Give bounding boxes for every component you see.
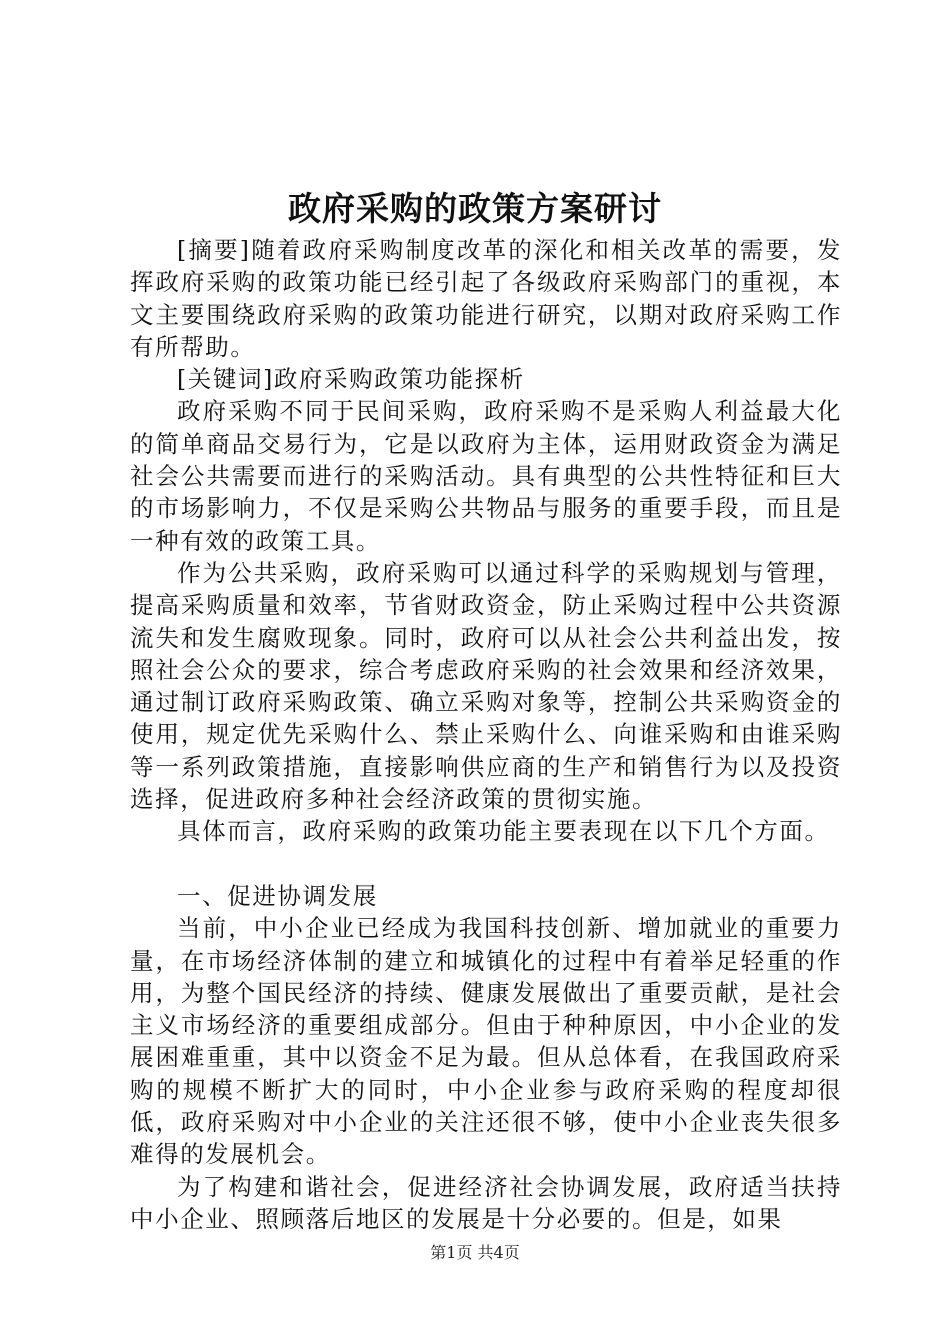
body-paragraph: 具体而言，政府采购的政策功能主要表现在以下几个方面。	[177, 817, 830, 846]
abstract-paragraph: [摘要]随着政府采购制度改革的深化和相关改革的需要，发挥政府采购的政策功能已经引起了各级政府采购部门的重视，本文主要围绕政府采购的政策功能进行研究，以期对政府采购工作有所帮助。	[130, 236, 842, 361]
body-paragraph: 为了构建和谐社会，促进经济社会协调发展，政府适当扶持中小企业、照顾落后地区的发展是十分必要的。但是，如果	[130, 1172, 842, 1233]
page-footer: 第1页 共4页	[430, 1243, 520, 1262]
body-paragraph: 政府采购不同于民间采购，政府采购不是采购人利益最大化的简单商品交易行为，它是以政府为主体，运用财政资金为满足社会公共需要而进行的采购活动。具有典型的公共性特征和巨大的市场影响力，不仅是采购公共物品与服务的重要手段，而且是一种有效的政策工具。	[130, 397, 842, 555]
document-body	[130, 234, 842, 1235]
body-paragraph: 当前，中小企业已经成为我国科技创新、增加就业的重要力量，在市场经济体制的建立和城镇化的过程中有着举足轻重的作用，为整个国民经济的持续、健康发展做出了重要贡献，是社会主义市场经济的重要组成部分。但由于种种原因，中小企业的发展困难重重，其中以资金不足为最。但从总体看，在我国政府采购的规模不断扩大的同时，中小企业参与政府采购的程度却很低，政府采购对中小企业的关注还很不够，使中小企业丧失很多难得的发展机会。	[130, 914, 842, 1169]
section-heading: 一、促进协调发展	[177, 881, 378, 910]
keywords-paragraph: [关键词]政府采购政策功能探析	[177, 365, 525, 394]
document-title: 政府采购的政策方案研讨	[288, 189, 662, 228]
body-paragraph: 作为公共采购，政府采购可以通过科学的采购规划与管理，提高采购质量和效率，节省财政资金，防止采购过程中公共资源流失和发生腐败现象。同时，政府可以从社会公共利益出发，按照社会公众的要求，综合考虑政府采购的社会效果和经济效果，通过制订政府采购政策、确立采购对象等，控制公共采购资金的使用，规定优先采购什么、禁止采购什么、向谁采购和由谁采购等一系列政策措施，直接影响供应商的生产和销售行为以及投资选择，促进政府多种社会经济政策的贯彻实施。	[130, 558, 842, 814]
blank-line	[130, 848, 842, 880]
